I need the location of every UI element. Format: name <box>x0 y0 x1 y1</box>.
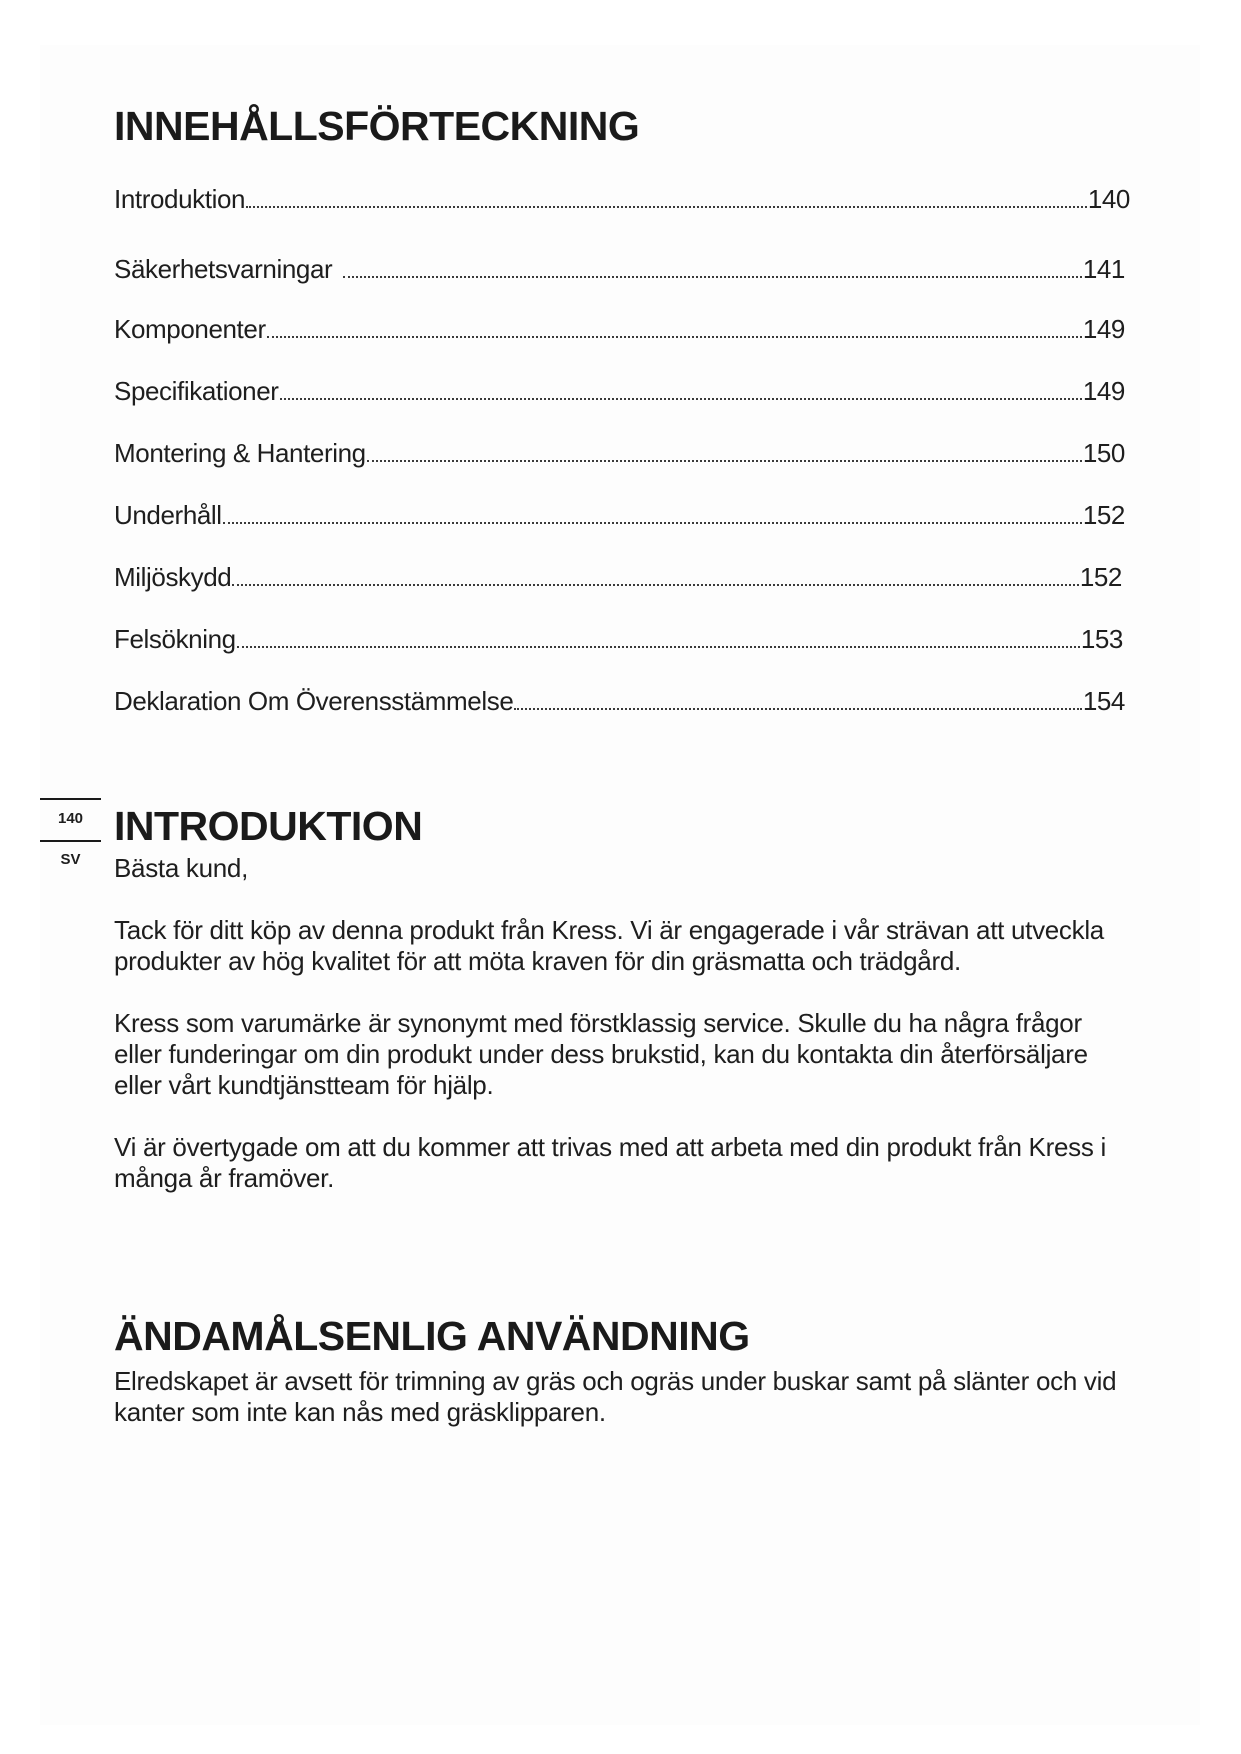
toc-entry-label: Felsökning <box>114 624 236 654</box>
page-side-tab <box>40 798 101 868</box>
toc-entry-deklaration[interactable] <box>114 685 1125 717</box>
toc-entry-page: 153 <box>1080 624 1123 654</box>
toc-leader-dots <box>280 398 1082 400</box>
page-background <box>40 45 1200 1725</box>
toc-entry-felsokning[interactable] <box>114 623 1123 655</box>
introduction-paragraph-1: Tack för ditt köp av denna produkt från Kress. Vi är engagerade i vår strävan att utveckla produkter av hög kvalitet för att möta kraven för din gräsmatta och trädgård. <box>114 915 1104 976</box>
introduction-heading: INTRODUKTION <box>114 803 423 849</box>
toc-entry-label: Montering & Hantering <box>114 438 366 468</box>
toc-entry-label: Deklaration Om Överensstämmelse <box>114 686 514 716</box>
toc-entry-miljoskydd[interactable] <box>114 561 1122 593</box>
toc-leader-dots <box>246 206 1087 208</box>
toc-leader-dots <box>514 708 1081 710</box>
toc-leader-dots <box>367 460 1082 462</box>
toc-entry-page: 150 <box>1082 438 1125 468</box>
toc-leader-dots <box>267 336 1082 338</box>
toc-entry-page: 154 <box>1082 686 1125 716</box>
toc-entry-introduktion[interactable] <box>114 183 1130 215</box>
toc-leader-dots <box>237 646 1080 648</box>
toc-entry-page: 152 <box>1082 500 1125 530</box>
introduction-paragraph-2: Kress som varumärke är synonymt med förstklassig service. Skulle du ha några frågor eller funderingar om din produkt under dess brukstid, kan du kontakta din återförsäljare eller vårt kundtjänstteam för hjälp. <box>114 1008 1088 1100</box>
toc-entry-montering-hantering[interactable] <box>114 437 1125 469</box>
toc-leader-dots <box>223 522 1082 524</box>
toc-entry-label: Underhåll <box>114 500 222 530</box>
toc-entry-label: Introduktion <box>114 184 246 214</box>
toc-entry-komponenter[interactable] <box>114 313 1125 345</box>
toc-entry-sakerhetsvarningar[interactable] <box>114 253 1125 285</box>
side-tab-page-number: 140 <box>57 810 84 827</box>
toc-entry-label: Komponenter <box>114 314 266 344</box>
toc-entry-page: 149 <box>1082 376 1125 406</box>
introduction-greeting: Bästa kund, <box>114 853 249 883</box>
toc-entry-page: 140 <box>1087 184 1130 214</box>
toc-entry-specifikationer[interactable] <box>114 375 1125 407</box>
toc-entry-page: 149 <box>1082 314 1125 344</box>
toc-leader-dots <box>343 276 1082 278</box>
toc-heading: INNEHÅLLSFÖRTECKNING <box>114 103 640 149</box>
toc-entry-label: Miljöskydd <box>114 562 232 592</box>
intended-use-text: Elredskapet är avsett för trimning av gräs och ogräs under buskar samt på slänter och vid kanter som inte kan nås med gräsklipparen. <box>114 1366 1117 1427</box>
toc-entry-label: Säkerhetsvarningar <box>114 254 333 284</box>
side-tab-language: SV <box>60 851 81 868</box>
toc-entry-page: 141 <box>1082 254 1125 284</box>
toc-leader-dots <box>232 584 1078 586</box>
intended-use-heading: ÄNDAMÅLSENLIG ANVÄNDNING <box>114 1313 750 1359</box>
toc-entry-underhall[interactable] <box>114 499 1125 531</box>
introduction-paragraph-3: Vi är övertygade om att du kommer att trivas med att arbeta med din produkt från Kress i många år framöver. <box>114 1132 1106 1193</box>
toc-entry-label: Specifikationer <box>114 376 279 406</box>
toc-entry-page: 152 <box>1079 562 1122 592</box>
